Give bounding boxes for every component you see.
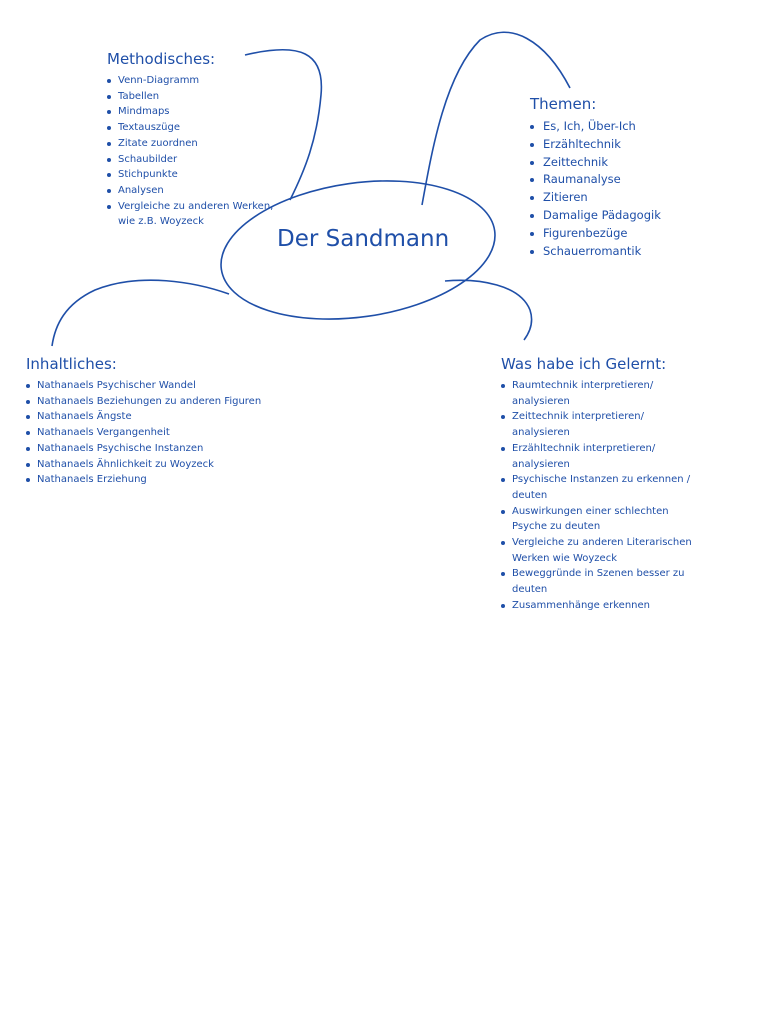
list-item: Raumanalyse (530, 171, 730, 189)
list-item: Nathanaels Erziehung (26, 472, 296, 488)
list-item: Nathanaels Beziehungen zu anderen Figuren (26, 394, 296, 410)
list-item: Es, Ich, Über-Ich (530, 118, 730, 136)
list-item: Erzähltechnik (530, 136, 730, 154)
connector-gelernt (445, 280, 532, 340)
gelernt-heading: Was habe ich Gelernt: (501, 355, 667, 373)
list-item: Figurenbezüge (530, 225, 730, 243)
themen-heading: Themen: (530, 95, 597, 113)
list-item: Tabellen (107, 89, 279, 105)
list-item: Vergleiche zu anderen Werken, wie z.B. Woyzeck (107, 199, 279, 230)
list-item: Nathanaels Ängste (26, 409, 296, 425)
list-item: Zitate zuordnen (107, 136, 279, 152)
list-item: Nathanaels Ähnlichkeit zu Woyzeck (26, 457, 296, 473)
inhaltliches-list (26, 378, 296, 488)
themen-list (530, 118, 730, 260)
list-item: Raumtechnik interpretieren/ analysieren (501, 378, 701, 409)
list-item: Mindmaps (107, 104, 279, 120)
list-item: Nathanaels Vergangenheit (26, 425, 296, 441)
list-item: Auswirkungen einer schlechten Psyche zu deuten (501, 504, 701, 535)
connector-inhaltliches (52, 280, 229, 346)
list-item: Psychische Instanzen zu erkennen / deuten (501, 472, 701, 503)
methodisches-branch (107, 50, 279, 230)
methodisches-heading: Methodisches: (107, 50, 216, 68)
list-item: Textauszüge (107, 120, 279, 136)
list-item: Zusammenhänge erkennen (501, 598, 701, 614)
list-item: Zeittechnik interpretieren/ analysieren (501, 409, 701, 440)
list-item: Zitieren (530, 189, 730, 207)
inhaltliches-branch (26, 355, 296, 488)
inhaltliches-heading: Inhaltliches: (26, 355, 117, 373)
list-item: Schaubilder (107, 152, 279, 168)
list-item: Vergleiche zu anderen Literarischen Werken wie Woyzeck (501, 535, 701, 566)
list-item: Erzähltechnik interpretieren/ analysieren (501, 441, 701, 472)
list-item: Nathanaels Psychischer Wandel (26, 378, 296, 394)
methodisches-list (107, 73, 279, 230)
themen-branch (530, 95, 730, 260)
list-item: Beweggründe in Szenen besser zu deuten (501, 566, 701, 597)
center-title: Der Sandmann (277, 226, 450, 252)
gelernt-branch (501, 355, 701, 614)
list-item: Schauerromantik (530, 243, 730, 261)
list-item: Stichpunkte (107, 167, 279, 183)
list-item: Venn-Diagramm (107, 73, 279, 89)
list-item: Analysen (107, 183, 279, 199)
list-item: Damalige Pädagogik (530, 207, 730, 225)
list-item: Zeittechnik (530, 154, 730, 172)
gelernt-list (501, 378, 701, 614)
list-item: Nathanaels Psychische Instanzen (26, 441, 296, 457)
